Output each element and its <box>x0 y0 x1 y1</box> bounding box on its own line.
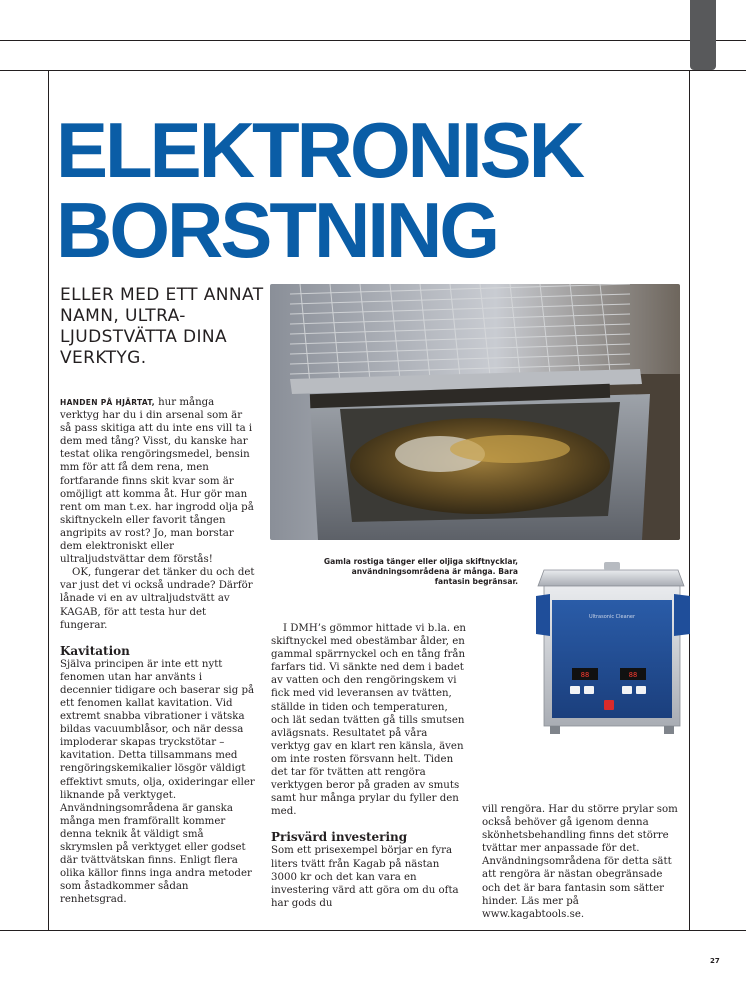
col2-paragraph-2: Som ett prisexempel börjar en fyra liters tvätt från Kagab på nästan 3000 kr och det kan vara en investering värd att göra om du ofta har gods du <box>271 845 459 909</box>
headline-line-1: ELEKTRONISK <box>56 106 583 194</box>
left-margin-rule <box>48 70 49 930</box>
top-rule <box>0 40 746 41</box>
photo-ultrasonic-cleaner <box>530 560 696 740</box>
photo-caption: Gamla rostiga tänger eller oljiga skiftnycklar, användningsområdena är många. Bara fantasin begränsar. <box>323 557 518 587</box>
column-3 <box>482 803 680 921</box>
heading-kavitation: Kavitation <box>60 643 130 658</box>
svg-text:88: 88 <box>580 671 590 679</box>
col3-paragraph-1: vill rengöra. Har du större prylar som också behöver gå igenom denna skönhetsbehandling finns det större tvättar mer anpassade för det. Användningsområdena för detta sätt att rengöra är nästan obegränsade och det är bara fantasin som sätter hinder. Läs mer på www.kagabtools.se. <box>482 804 678 920</box>
column-1 <box>60 396 256 906</box>
intro-text: hur många verktyg har du i din arsenal som är så pass skitiga att du inte ens vill ta i dem med tång? Visst, du kanske har testat olika rengöringsmedel, bensin mm för att få dem rena, men fortfarande finns skit kvar som är omöjligt att komma åt. Hur gör man rent om man t.ex. har ingrodd olja på skiftnyckeln eller favorit tången angripits av rost? Jo, man borstar dem elektroniskt eller ultraljudstvättar dem förstås! <box>60 397 254 566</box>
cleaner-illustration <box>530 560 696 740</box>
col2-paragraph-1: I DMH’s gömmor hittade vi b.la. en skiftnyckel med obestämbar ålder, en gammal spärrnyckel och en tång från farfars tid. Vi sänkte ned dem i badet av vatten och den rengöringskem vi fick med vid leveransen av tvätten, ställde in tiden och temperaturen, och lät sedan tvätten gå tills smutsen avlägsnats. Resultatet på våra verktyg gav en klart ren känsla, även om inte rosten försvann helt. Tiden det tar för tvätten att rengöra verktygen beror på graden av smuts samt hur många prylar du fyller den med. <box>271 623 466 818</box>
headline-line-2: BORSTNING <box>56 186 497 274</box>
basket-photo-illustration <box>270 284 680 540</box>
heading-prisvard-investering: Prisvärd investering <box>271 830 408 845</box>
page-number: 27 <box>710 957 720 965</box>
bottom-rule <box>0 930 746 931</box>
column-2 <box>271 622 467 910</box>
paragraph-2: OK, fungerar det tänker du och det var just det vi också undrade? Därför lånade vi en av ultraljudstvätt av KAGAB, för att testa hur det fungerar. <box>60 567 255 631</box>
headline <box>56 106 696 274</box>
photo-cleaning-basket <box>270 284 680 540</box>
lead-in: HANDEN PÅ HJÄRTAT, <box>60 398 155 407</box>
subtitle: ELLER MED ETT ANNAT NAMN, ULTRA-LJUDSTVÄTTA DINA VERKTYG. <box>60 285 264 368</box>
cleaner-brand-label: Ultrasonic Cleaner <box>588 614 636 620</box>
section-tab <box>690 0 716 70</box>
intro-paragraph <box>60 396 256 566</box>
header-rule <box>0 70 746 71</box>
paragraph-3: Själva principen är inte ett nytt fenomen utan har använts i decennier tidigare och baserar sig på ett fenomen kallat kavitation. Vid extremt snabba vibrationer i vätska bildas vacuumblåsor, och när dessa imploderar skapas tryckstötar – kavitation. Detta tillsammans med rengöringskemikalier lösgör väldigt effektivt smuts, olja, oxideringar eller liknande på verktyget. Användningsområdena är ganska många men framförallt kommer denna teknik åt väldigt små skrymslen på verktyget eller godset där tvättvätskan finns. Enligt flera olika källor finns inga andra metoder som åstadkommer sådan renhetsgrad. <box>60 658 255 906</box>
svg-text:88: 88 <box>628 671 638 679</box>
